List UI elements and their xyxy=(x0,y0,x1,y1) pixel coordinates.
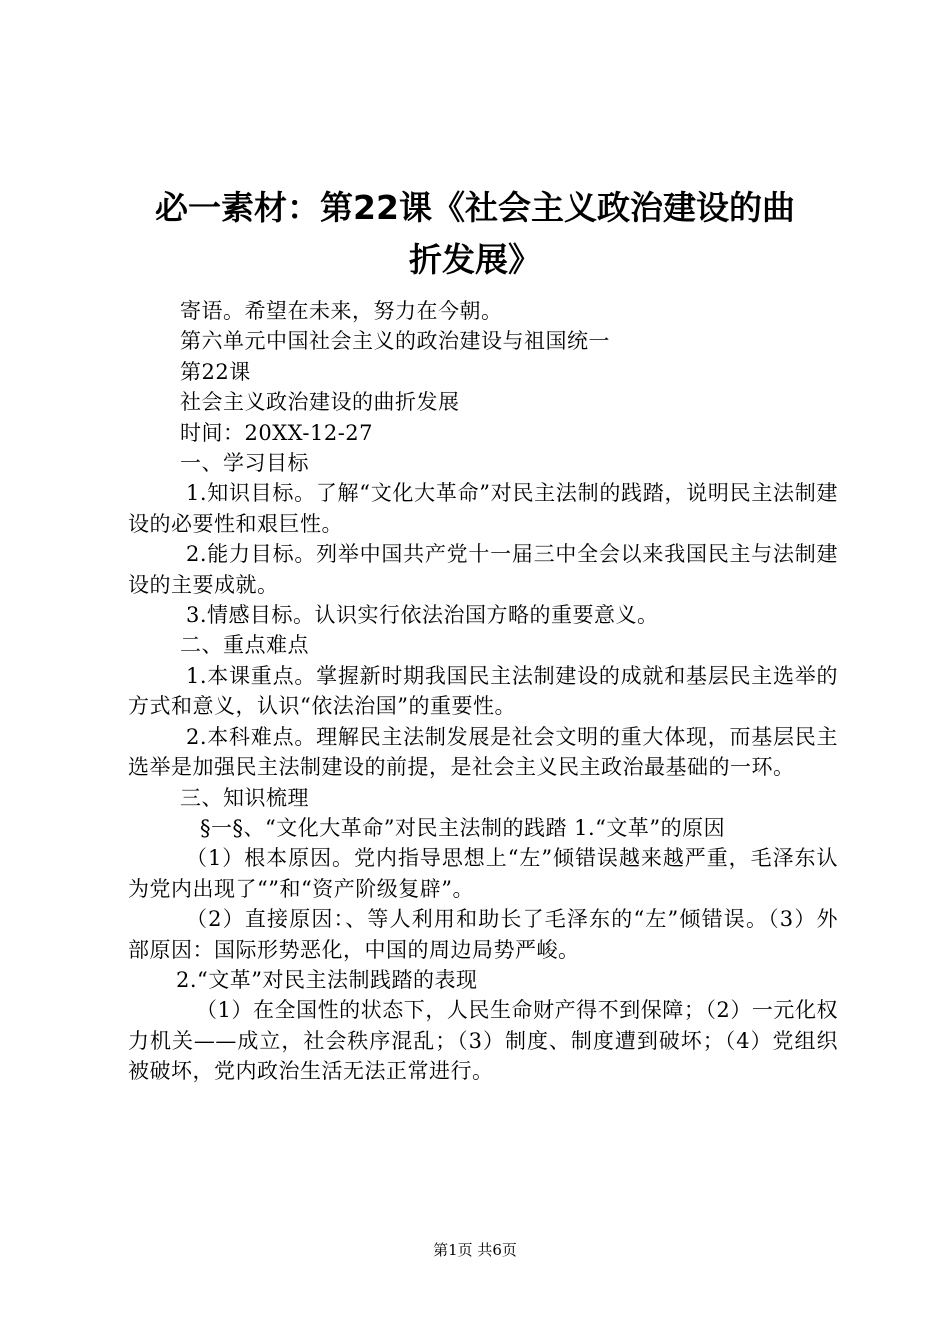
lesson-number: 第22课 xyxy=(180,359,251,384)
section-heading-key-points: 二、重点难点 xyxy=(180,633,309,658)
paragraph-knowledge-goal: 1.知识目标。了解“文化大革命”对民主法制的践踏，说明民主法制建设的必要性和艰巨性。 xyxy=(128,481,838,536)
paragraph-section-one: §一§、“文化大革命”对民主法制的践踏 1.“文革”的原因 xyxy=(200,815,726,840)
lesson-title: 社会主义政治建设的曲折发展 xyxy=(180,390,460,415)
motto-paragraph: 寄语。希望在未来，努力在今朝。 xyxy=(180,299,503,323)
section-heading-goals: 一、学习目标 xyxy=(180,451,309,476)
paragraph-difficulty: 2.本科难点。理解民主法制发展是社会文明的重大体现，而基层民主选举是加强民主法制建设的前提，是社会主义民主政治最基础的一环。 xyxy=(128,724,838,780)
unit-heading: 第六单元中国社会主义的政治建设与祖国统一 xyxy=(180,329,610,354)
paragraph-manifestation-heading: 2.“文革”对民主法制践踏的表现 xyxy=(176,967,478,992)
document-body xyxy=(128,296,838,1087)
paragraph-emotion-goal: 3.情感目标。认识实行依法治国方略的重要意义。 xyxy=(186,603,659,628)
page-footer: 第1页 共6页 xyxy=(433,1241,517,1259)
document-title-line-2: 折发展》 xyxy=(409,240,541,279)
date-line: 时间：20XX-12-27 xyxy=(180,420,374,445)
document-title-line-1: 必一素材：第22课《社会主义政治建设的曲 xyxy=(155,188,795,227)
section-heading-review: 三、知识梳理 xyxy=(180,785,309,810)
paragraph-ability-goal: 2.能力目标。列举中国共产党十一届三中全会以来我国民主与法制建设的主要成就。 xyxy=(128,542,838,597)
paragraph-root-cause: （1）根本原因。党内指导思想上“左”倾错误越来越严重，毛泽东认为党内出现了“”和“资产阶级复辟”。 xyxy=(128,846,838,901)
paragraph-key-point: 1.本课重点。掌握新时期我国民主法制建设的成就和基层民主选举的方式和意义，认识“依法治国”的重要性。 xyxy=(128,663,838,719)
paragraph-manifestations: （1）在全国性的状态下，人民生命财产得不到保障；（2）一元化权力机关——成立，社会秩序混乱；（3）制度、制度遭到破坏；（4）党组织被破坏，党内政治生活无法正常进行。 xyxy=(128,998,838,1084)
paragraph-direct-cause: （2）直接原因：、等人利用和助长了毛泽东的“左”倾错误。（3）外部原因：国际形势恶化，中国的周边局势严峻。 xyxy=(128,907,838,962)
